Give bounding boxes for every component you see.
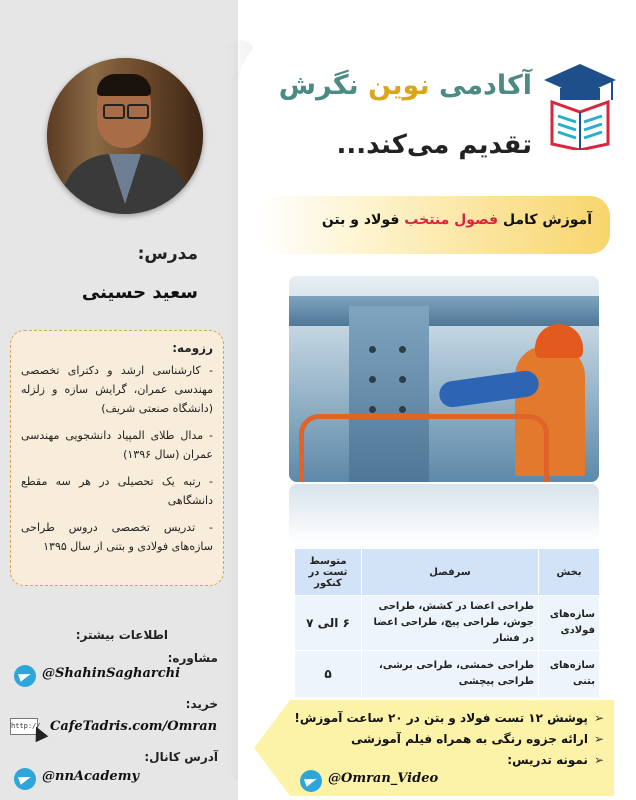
course-highlight: فصول منتخب [404, 212, 499, 228]
bolt [399, 346, 406, 353]
graduation-cap-book-icon [542, 60, 618, 150]
bolt [399, 376, 406, 383]
table-header-section: بخش [539, 549, 600, 596]
teacher-label: مدرس: [137, 244, 198, 264]
buy-link[interactable] [10, 716, 230, 742]
bolt [369, 376, 376, 383]
telegram-icon [14, 768, 36, 790]
channel-link[interactable] [10, 766, 230, 792]
course-prefix: آموزش کامل [502, 212, 592, 228]
cap-band [560, 88, 600, 100]
consult-handle[interactable]: @ShahinSagharchi [42, 666, 181, 681]
consult-link[interactable] [10, 663, 230, 689]
table-cell-avg: ۶ الی ۷ [295, 596, 362, 651]
resume-box [10, 330, 224, 586]
teacher-photo [47, 58, 203, 214]
academy-word-3: نگرش [278, 70, 359, 101]
table-row [295, 596, 600, 651]
glasses-left [103, 104, 125, 119]
academy-word-1: آکادمی [439, 70, 532, 101]
feature-item [290, 708, 604, 729]
glasses-right [127, 104, 149, 119]
resume-item: - رتبه یک تحصیلی در هر سه مقطع دانشگاهی [21, 475, 213, 507]
table-header-avg: متوسط تست در کنکور [295, 549, 362, 596]
bolt [399, 406, 406, 413]
video-handle[interactable]: @Omran_Video [328, 771, 439, 786]
table-cell-section: سازه‌های فولادی [539, 596, 600, 651]
feature-list [290, 708, 604, 771]
teacher-hair [97, 74, 151, 96]
table-header-topics: سرفصل [362, 549, 539, 596]
photo-reflection [289, 484, 599, 544]
resume-item: - مدال طلای المپیاد دانشجویی مهندسی عمران (سال ۱۳۹۶) [21, 429, 213, 461]
arrow-icon: ➢ [593, 732, 604, 746]
arrow-icon: ➢ [593, 711, 604, 725]
arrow-icon: ➢ [593, 753, 604, 767]
feature-text: نمونه تدریس: [507, 753, 588, 767]
steel-beam [289, 296, 599, 326]
buy-url[interactable]: CafeTadris.com/Omran [50, 719, 218, 734]
course-banner [258, 196, 610, 254]
feature-text: ارائه جزوه رنگی به همراه فیلم آموزشی [350, 732, 588, 746]
resume-title: رزومه: [172, 341, 213, 355]
table-cell-avg: ۵ [295, 651, 362, 698]
resume-item: - تدریس تخصصی دروس طراحی سازه‌های فولادی و بتنی از سال ۱۳۹۵ [21, 521, 213, 553]
presents-text: تقدیم می‌کند... [336, 130, 532, 160]
consult-label: مشاوره: [167, 651, 218, 665]
table-cell-section: سازه‌های بتنی [539, 651, 600, 698]
academy-word-2: نوین [368, 70, 430, 101]
feature-text: پوشش ۱۲ تست فولاد و بتن در ۲۰ ساعت آموزش! [294, 711, 588, 725]
bolt [369, 406, 376, 413]
construction-photo [289, 276, 599, 482]
course-suffix: فولاد و بتن [321, 212, 400, 228]
table-cell-topics: طراحی اعضا در کشش، طراحی جوش، طراحی پیچ، طراحی اعضا در فشار [362, 596, 539, 651]
buy-label: خرید: [185, 697, 218, 711]
table-row [295, 651, 600, 698]
resume-item: - کارشناسی ارشد و دکترای تخصصی مهندسی عمران، گرایش سازه و زلزله (دانشگاه صنعتی شریف) [21, 364, 213, 415]
bolt [369, 346, 376, 353]
teacher-name: سعید حسینی [81, 282, 198, 303]
course-table [294, 548, 600, 698]
telegram-icon [300, 770, 322, 792]
http-icon: http:// [10, 718, 38, 735]
channel-label: آدرس کانال: [144, 750, 218, 764]
channel-handle[interactable]: @nnAcademy [42, 769, 139, 784]
feature-item [290, 729, 604, 750]
telegram-icon [14, 665, 36, 687]
sample-video-link[interactable] [296, 768, 476, 792]
academy-title [252, 70, 532, 101]
lift-railing [299, 414, 549, 482]
more-info-title: اطلاعات بیشتر: [75, 628, 168, 642]
table-cell-topics: طراحی خمشی، طراحی برشی، طراحی پیچشی [362, 651, 539, 698]
